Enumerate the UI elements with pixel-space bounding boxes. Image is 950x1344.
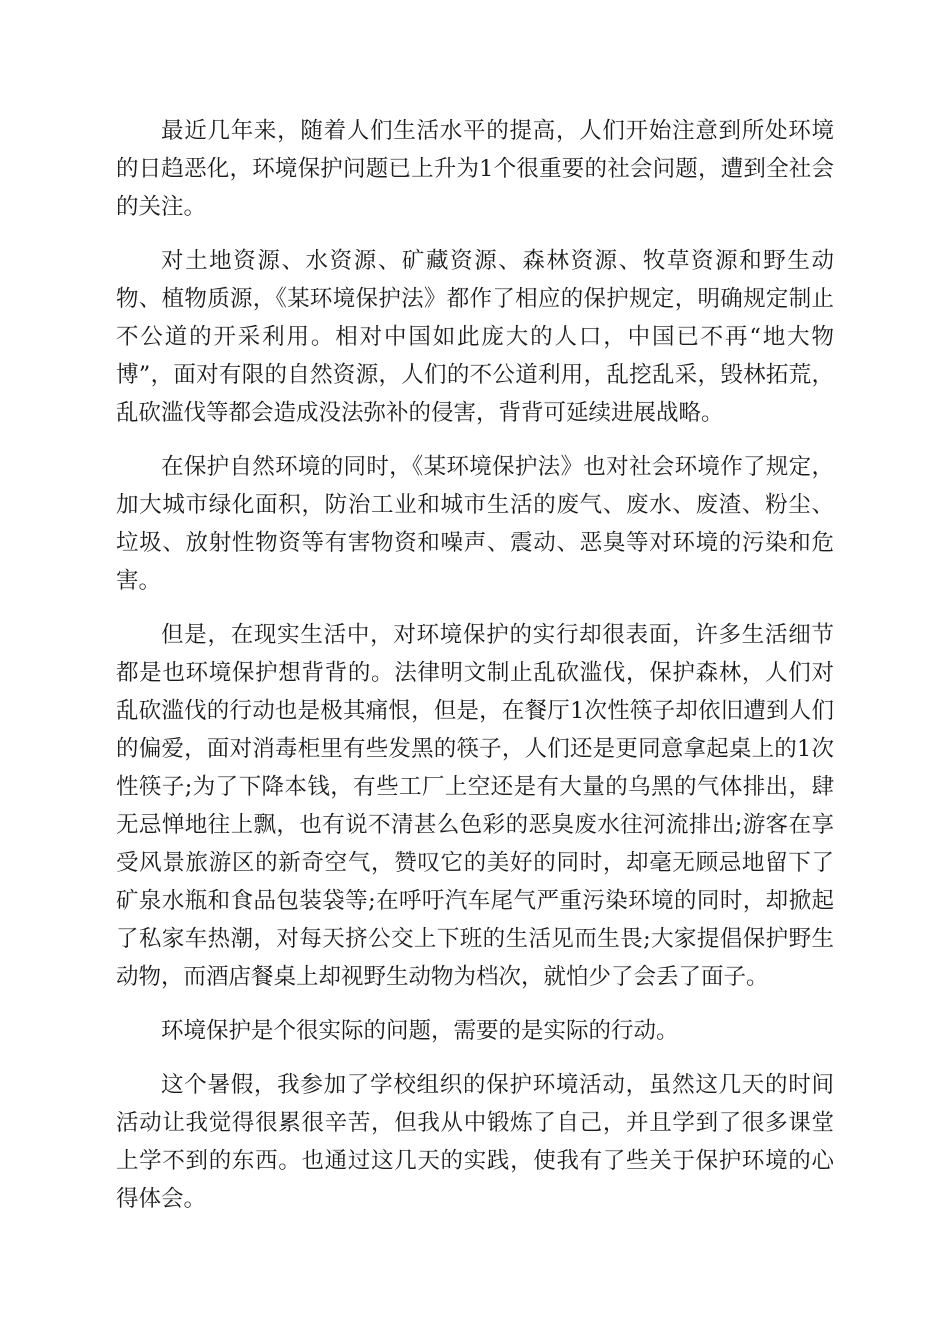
document-body: [116, 112, 834, 1234]
paragraph-2: 对土地资源、水资源、矿藏资源、森林资源、牧草资源和野生动物、植物质源，《某环境保护法》都作了相应的保护规定，明确规定制止不公道的开采利用。相对中国如此庞大的人口，中国已不再“地大物博”，面对有限的自然资源，人们的不公道利用，乱挖乱采，毁林拓荒，乱砍滥伐等都会造成没法弥补的侵害，背背可延续进展战略。: [116, 248, 834, 426]
paragraph-4: 但是，在现实生活中，对环境保护的实行却很表面，许多生活细节都是也环境保护想背背的。法律明文制止乱砍滥伐，保护森林，人们对乱砍滥伐的行动也是极其痛恨，但是，在餐厅1次性筷子却依旧遭到人们的偏爱，面对消毒柜里有些发黑的筷子，人们还是更同意拿起桌上的1次性筷子;为了下降本钱，有些工厂上空还是有大量的乌黑的气体排出，肆无忌惮地往上飘，也有说不清甚么色彩的恶臭废水往河流排出;游客在享受风景旅游区的新奇空气，赞叹它的美好的同时，却毫无顾忌地留下了矿泉水瓶和食品包装袋等;在呼吁汽车尾气严重污染环境的同时，却掀起了私家车热潮，对每天挤公交上下班的生活见而生畏;大家提倡保护野生动物，而酒店餐桌上却视野生动物为档次，就怕少了会丢了面子。: [116, 622, 834, 990]
paragraph-6: 这个暑假，我参加了学校组织的保护环境活动，虽然这几天的时间活动让我觉得很累很辛苦，但我从中锻炼了自己，并且学到了很多课堂上学不到的东西。也通过这几天的实践，使我有了些关于保护环境的心得体会。: [116, 1072, 834, 1212]
paragraph-1: 最近几年来，随着人们生活水平的提高，人们开始注意到所处环境的日趋恶化，环境保护问题已上升为1个很重要的社会问题，遭到全社会的关注。: [116, 118, 834, 220]
paragraph-5: 环境保护是个很实际的问题，需要的是实际的行动。: [161, 1018, 679, 1044]
paragraph-3: 在保护自然环境的同时，《某环境保护法》也对社会环境作了规定，加大城市绿化面积，防治工业和城市生活的废气、废水、废渣、粉尘、垃圾、放射性物资等有害物资和噪声、震动、恶臭等对环境的污染和危害。: [116, 454, 834, 594]
